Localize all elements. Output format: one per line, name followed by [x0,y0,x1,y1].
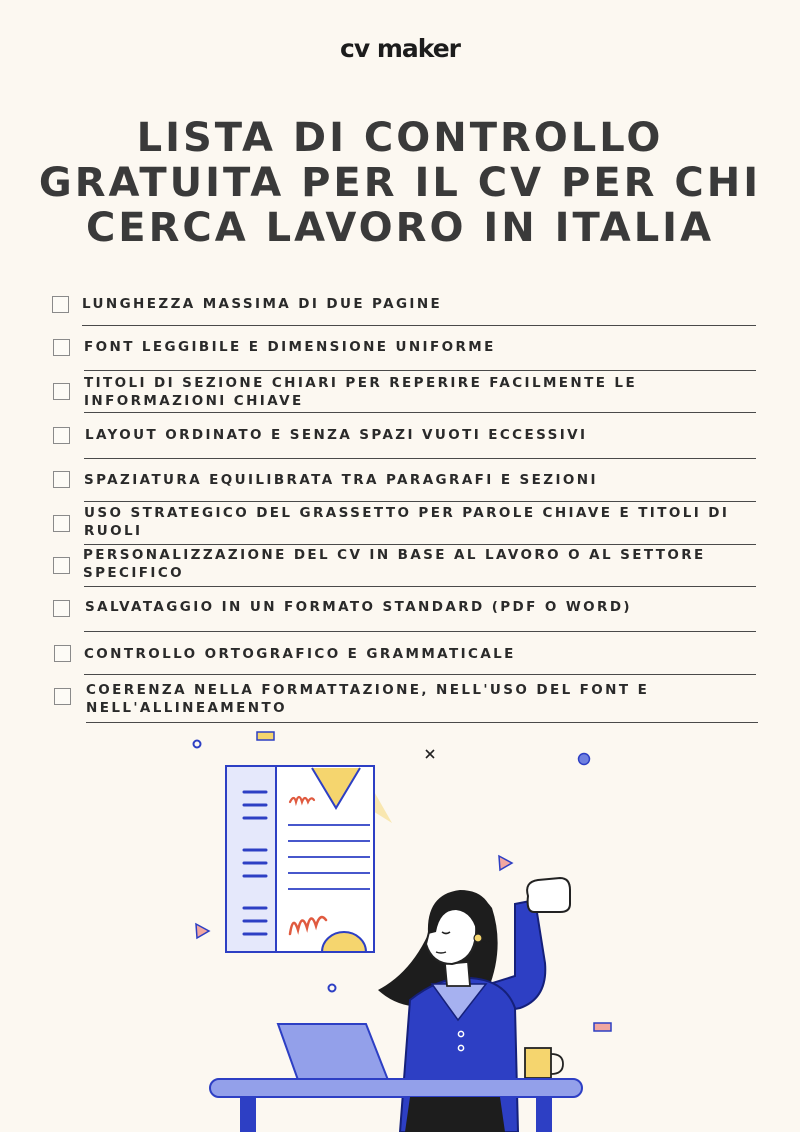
checklist-item-label: CONTROLLO ORTOGRAFICO E GRAMMATICALE [84,646,516,662]
divider [86,722,758,723]
decor-tag-icon [594,1023,611,1031]
mug-icon [525,1048,563,1078]
checklist-item-label: SPAZIATURA EQUILIBRATA TRA PARAGRAFI E SEZIONI [84,472,598,488]
checklist-item-label: PERSONALIZZAZIONE DEL CV IN BASE AL LAVORO O AL SETTORE SPECIFICO [83,547,706,581]
divider [84,674,756,675]
checkbox[interactable] [53,557,70,574]
divider [84,370,756,371]
decor-tag-icon [257,732,274,740]
checkbox[interactable] [52,296,69,313]
divider [84,544,756,545]
checkbox[interactable] [53,427,70,444]
divider [84,631,756,632]
decor-dot-icon [194,741,201,748]
laptop-icon [278,1024,388,1080]
divider [84,412,756,413]
divider [84,586,756,587]
desk-leg [536,1097,552,1132]
checkbox[interactable] [53,515,70,532]
checklist-item-label: FONT LEGGIBILE E DIMENSIONE UNIFORME [84,339,496,355]
decor-triangle-icon [196,924,209,938]
checklist-item-label: USO STRATEGICO DEL GRASSETTO PER PAROLE CHIAVE E TITOLI DI RUOLI [84,505,730,539]
divider [84,501,756,502]
desk-leg [240,1097,256,1132]
checklist-item-label: LUNGHEZZA MASSIMA DI DUE PAGINE [82,296,443,312]
checklist-item-label: TITOLI DI SEZIONE CHIARI PER REPERIRE FACILMENTE LE INFORMAZIONI CHIAVE [84,375,638,409]
legs [405,1097,505,1132]
desk [210,1079,582,1097]
cv-maker-logo: cv maker [340,34,460,63]
woman-with-cv-illustration [0,728,800,1132]
decor-cross-icon [426,750,434,758]
checkbox[interactable] [53,471,70,488]
divider [84,458,756,459]
checklist-item-label: SALVATAGGIO IN UN FORMATO STANDARD (PDF O WORD) [85,599,633,615]
cv-document-icon [226,766,392,952]
checkbox[interactable] [53,383,70,400]
divider [82,325,756,326]
checkbox[interactable] [53,339,70,356]
checklist-item-label: COERENZA NELLA FORMATTAZIONE, NELL'USO DEL FONT E NELL'ALLINEAMENTO [86,682,650,716]
decor-dot-icon [329,985,336,992]
decor-dot-icon [579,754,590,765]
title-line-1: LISTA DI CONTROLLO [136,115,664,161]
title-line-3: CERCA LAVORO IN ITALIA [85,205,715,251]
decor-triangle-icon [499,856,512,870]
title-line-2: GRATUITA PER IL CV PER CHI [38,160,762,206]
page-title [0,116,800,251]
checkbox[interactable] [54,688,71,705]
checkbox[interactable] [54,645,71,662]
checklist-item-label: LAYOUT ORDINATO E SENZA SPAZI VUOTI ECCESSIVI [85,427,588,443]
checkbox[interactable] [53,600,70,617]
